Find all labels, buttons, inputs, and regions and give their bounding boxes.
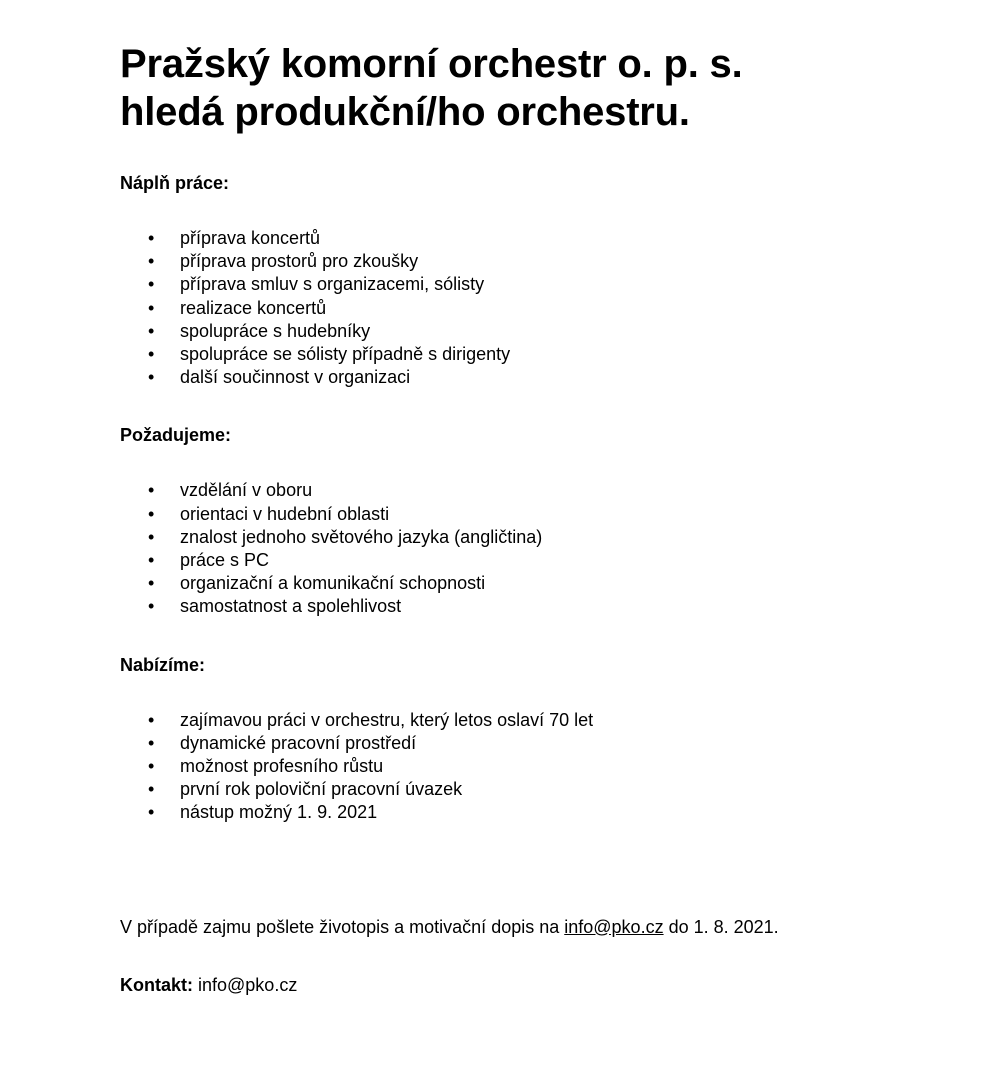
list-item: • příprava koncertů [120, 227, 940, 250]
job-posting [120, 40, 940, 997]
bullet-icon: • [148, 779, 155, 800]
list-item: • spolupráce se sólisty případně s dirigenty [120, 343, 940, 366]
bullet-icon: • [148, 251, 155, 272]
bullet-icon: • [148, 344, 155, 365]
bullet-icon: • [148, 709, 155, 730]
contact-line [120, 973, 940, 997]
list-item: • práce s PC [120, 549, 940, 572]
title-line-1: Pražský komorní orchestr o. p. s. [120, 42, 743, 86]
title-line-2: hledá produkční/ho orchestru. [120, 90, 690, 134]
list-item: • vzdělání v oboru [120, 479, 940, 502]
bullet-icon: • [148, 480, 155, 501]
section-heading-offer: Nabízíme: [120, 654, 206, 675]
bullet-icon: • [148, 550, 155, 571]
page-title [120, 40, 940, 136]
duties-list [120, 227, 940, 389]
bullet-icon: • [148, 596, 155, 617]
bullet-icon: • [148, 526, 155, 547]
email-link[interactable]: info@pko.cz [564, 916, 664, 937]
closing-paragraph [120, 915, 940, 939]
list-item: • další součinnost v organizaci [120, 366, 940, 389]
bullet-icon: • [148, 228, 155, 248]
section-heading-requirements: Požadujeme: [120, 425, 232, 446]
requirements-list [120, 479, 940, 618]
list-item: • nástup možný 1. 9. 2021 [120, 801, 940, 824]
contact-label: Kontakt: [120, 974, 193, 995]
bullet-icon: • [148, 573, 155, 594]
list-item: • znalost jednoho světového jazyka (angličtina) [120, 526, 940, 549]
offer-list [120, 709, 940, 825]
closing-text-after: do 1. 8. 2021. [663, 916, 779, 937]
section-heading-duties: Náplň práce: [120, 173, 230, 193]
bullet-icon: • [148, 503, 155, 524]
list-item: • dynamické pracovní prostředí [120, 732, 940, 755]
bullet-icon: • [148, 297, 155, 318]
list-item: • organizační a komunikační schopnosti [120, 572, 940, 595]
list-item: • spolupráce s hudebníky [120, 320, 940, 343]
bullet-icon: • [148, 274, 155, 295]
list-item: • realizace koncertů [120, 297, 940, 320]
list-item: • příprava smluv s organizacemi, sólisty [120, 273, 940, 296]
list-item: • příprava prostorů pro zkoušky [120, 250, 940, 273]
bullet-icon: • [148, 320, 155, 341]
bullet-icon: • [148, 802, 155, 823]
list-item: • zajímavou práci v orchestru, který letos oslaví 70 let [120, 709, 940, 732]
bullet-icon: • [148, 367, 155, 388]
list-item: • možnost profesního růstu [120, 755, 940, 778]
list-item: • orientaci v hudební oblasti [120, 503, 940, 526]
closing-text-before: V případě zajmu pošlete životopis a motivační dopis na [120, 916, 565, 937]
list-item: • první rok poloviční pracovní úvazek [120, 778, 940, 801]
bullet-icon: • [148, 732, 155, 753]
list-item: • samostatnost a spolehlivost [120, 595, 940, 618]
bullet-icon: • [148, 756, 155, 777]
contact-value: info@pko.cz [193, 974, 298, 995]
